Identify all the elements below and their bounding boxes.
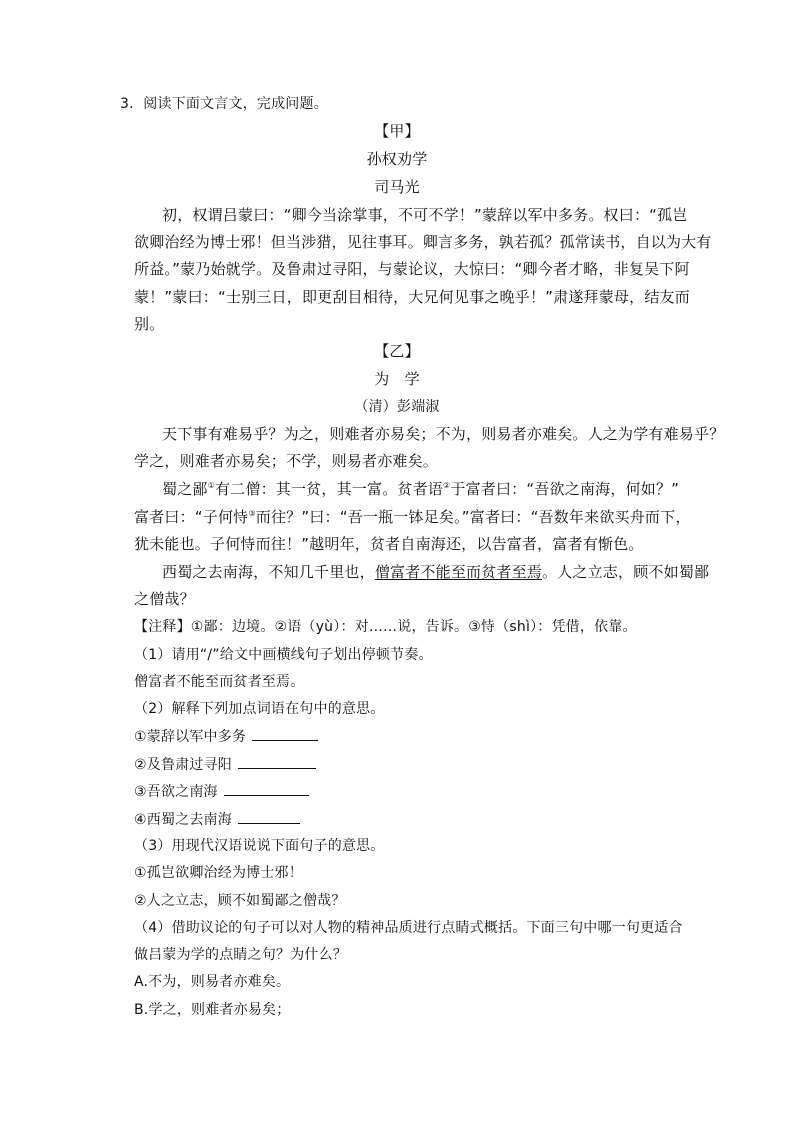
q2-prompt: （2）解释下列加点词语在句中的意思。 — [134, 701, 385, 717]
q2-item: ③吾欲之南海 — [134, 782, 309, 801]
q2-item: ①蒙辞以军中多务 — [134, 727, 318, 746]
passage-a-label: 【甲】 — [374, 122, 420, 140]
q4-option-b: B.学之，则难者亦易矣； — [134, 1002, 291, 1018]
q3-prompt: （3）用现代汉语说说下面句子的意思。 — [134, 838, 385, 854]
answer-blank[interactable] — [238, 755, 316, 769]
q4-prompt: 做吕蒙为学的点睛之句？为什么？ — [134, 947, 347, 963]
passage-b-label: 【乙】 — [374, 342, 420, 360]
q3-item: ②人之立志，顾不如蜀鄙之僧哉？ — [134, 893, 346, 909]
answer-blank[interactable] — [252, 727, 318, 741]
passage-a-line: 初，权谓吕蒙曰：“卿今当涂掌事，不可不学！”蒙辞以军中多务。权曰：“孤岂 — [162, 206, 688, 224]
passage-a-line: 蒙！”蒙曰：“士别三日，即更刮目相待，大兄何见事之晚乎！”肃遂拜蒙母，结友而 — [134, 288, 690, 306]
footnote-mark: ③ — [248, 509, 256, 518]
passage-a-author: 司马光 — [374, 178, 420, 196]
annotations: 【注释】①鄙：边境。②语（yù）：对……说，告诉。③恃（shì）：凭借，依靠。 — [134, 619, 637, 635]
footnote-mark: ② — [443, 481, 451, 490]
question-intro: 3．阅读下面文言文，完成问题。 — [120, 96, 328, 112]
passage-b-p2-line: 蜀之鄙①有二僧：其一贫，其一富。贫者语②于富者曰：“吾欲之南海，何如？” — [162, 480, 680, 498]
passage-b-p3-line: 之僧哉？ — [134, 590, 195, 608]
passage-b-p2-line: 犹未能也。子何恃而往！”越明年，贫者自南海还，以告富者，富者有惭色。 — [134, 535, 644, 553]
q2-item: ②及鲁肃过寻阳 — [134, 755, 316, 774]
q1-sentence: 僧富者不能至而贫者至焉。 — [134, 674, 305, 690]
passage-b-p1-line: 天下事有难易乎？为之，则难者亦易矣；不为，则易者亦难矣。人之为学有难易乎？ — [162, 425, 725, 443]
answer-blank[interactable] — [238, 810, 300, 824]
passage-b-p2-line: 富者曰：“子何恃③而往？”曰：“吾一瓶一钵足矣。”富者曰：“吾数年来欲买舟而下， — [134, 508, 691, 526]
q3-item: ①孤岂欲卿治经为博士邪！ — [134, 865, 303, 881]
underlined-sentence: 僧富者不能至而贫者至焉 — [374, 563, 543, 581]
passage-b-author: （清）彭端淑 — [354, 399, 440, 415]
passage-a-line: 欲卿治经为博士邪！但当涉猎，见往事耳。卿言多务，孰若孤？孤常读书，自以为大有 — [134, 233, 712, 251]
passage-a-title: 孙权劝学 — [366, 150, 428, 168]
passage-a-line: 别。 — [134, 315, 165, 333]
q1-prompt: （1）请用“/”给文中画横线句子划出停顿节奏。 — [134, 647, 433, 663]
footnote-mark: ① — [207, 481, 215, 490]
passage-b-p3-line: 西蜀之去南海，不知几千里也，僧富者不能至而贫者至焉。人之立志，顾不如蜀鄙 — [162, 563, 710, 581]
passage-b-title: 为 学 — [374, 370, 420, 388]
answer-blank[interactable] — [224, 782, 309, 796]
q4-option-a: A.不为，则易者亦难矣。 — [134, 974, 291, 990]
passage-a-line: 所益。”蒙乃始就学。及鲁肃过寻阳，与蒙论议，大惊曰：“卿今者才略，非复吴下阿 — [134, 260, 690, 278]
q4-prompt: （4）借助议论的句子可以对人物的精神品质进行点睛式概括。下面三句中哪一句更适合 — [134, 920, 683, 936]
passage-b-p1-line: 学之，则难者亦易矣；不学，则易者亦难矣。 — [134, 452, 439, 470]
q2-item: ④西蜀之去南海 — [134, 810, 300, 829]
